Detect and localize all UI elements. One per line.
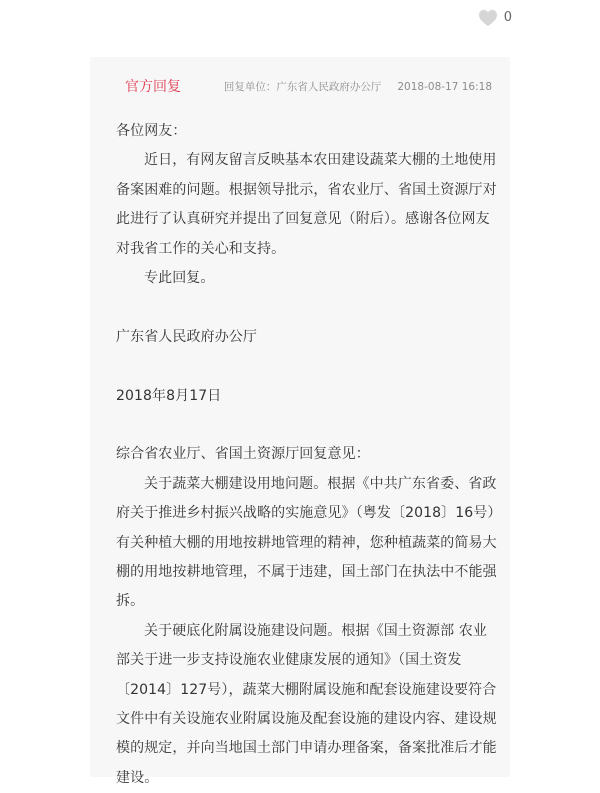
reply-header <box>90 57 510 117</box>
reply-paragraph: 近日，有网友留言反映基本农田建设蔬菜大棚的土地使用备案困难的问题。根据领导批示，省农业厅、省国土资源厅对此进行了认真研究并提出了回复意见（附后）。感谢各位网友对我省工作的关心和支持。 <box>116 152 497 257</box>
reply-paragraph: 综合省农业厅、省国土资源厅回复意见： <box>116 446 370 463</box>
blank-line <box>116 411 498 440</box>
reply-paragraph: 关于硬底化附属设施建设问题。根据《国土资源部 农业部关于进一步支持设施农业健康发展的通知》（国土资发〔2014〕127号），蔬菜大棚附属设施和配套设施建设要符合文件中有关设施农业附属设施及配套设施的建设内容、建设规模的规定，并向当地国土部门申请办理备案，备案批准后才能建设。 <box>116 622 497 786</box>
reply-paragraph: 关于蔬菜大棚建设用地问题。根据《中共广东省委、省政府关于推进乡村振兴战略的实施意见》（粤发〔2018〕16号）有关种植大棚的用地按耕地管理的精神，您种植蔬菜的简易大棚的用地按耕地管理，不属于违建，国土部门在执法中不能强拆。 <box>116 475 497 610</box>
reply-paragraph: 2018年8月17日 <box>116 387 222 404</box>
official-reply-label: 官方回复 <box>125 79 181 95</box>
reply-paragraph: 专此回复。 <box>144 270 215 287</box>
reply-datetime: 2018-08-17 16:18 <box>397 81 492 93</box>
reply-unit: 回复单位：广东省人民政府办公厅 <box>223 81 382 93</box>
reply-body <box>116 117 498 793</box>
reply-meta <box>224 80 492 94</box>
blank-line <box>116 293 498 322</box>
blank-line <box>116 352 498 381</box>
like-widget[interactable] <box>478 8 512 28</box>
heart-icon[interactable] <box>478 9 498 27</box>
like-count: 0 <box>503 10 512 25</box>
reply-paragraph: 广东省人民政府办公厅 <box>116 328 257 345</box>
official-reply-card <box>90 57 510 786</box>
reply-paragraph: 各位网友： <box>116 123 187 139</box>
